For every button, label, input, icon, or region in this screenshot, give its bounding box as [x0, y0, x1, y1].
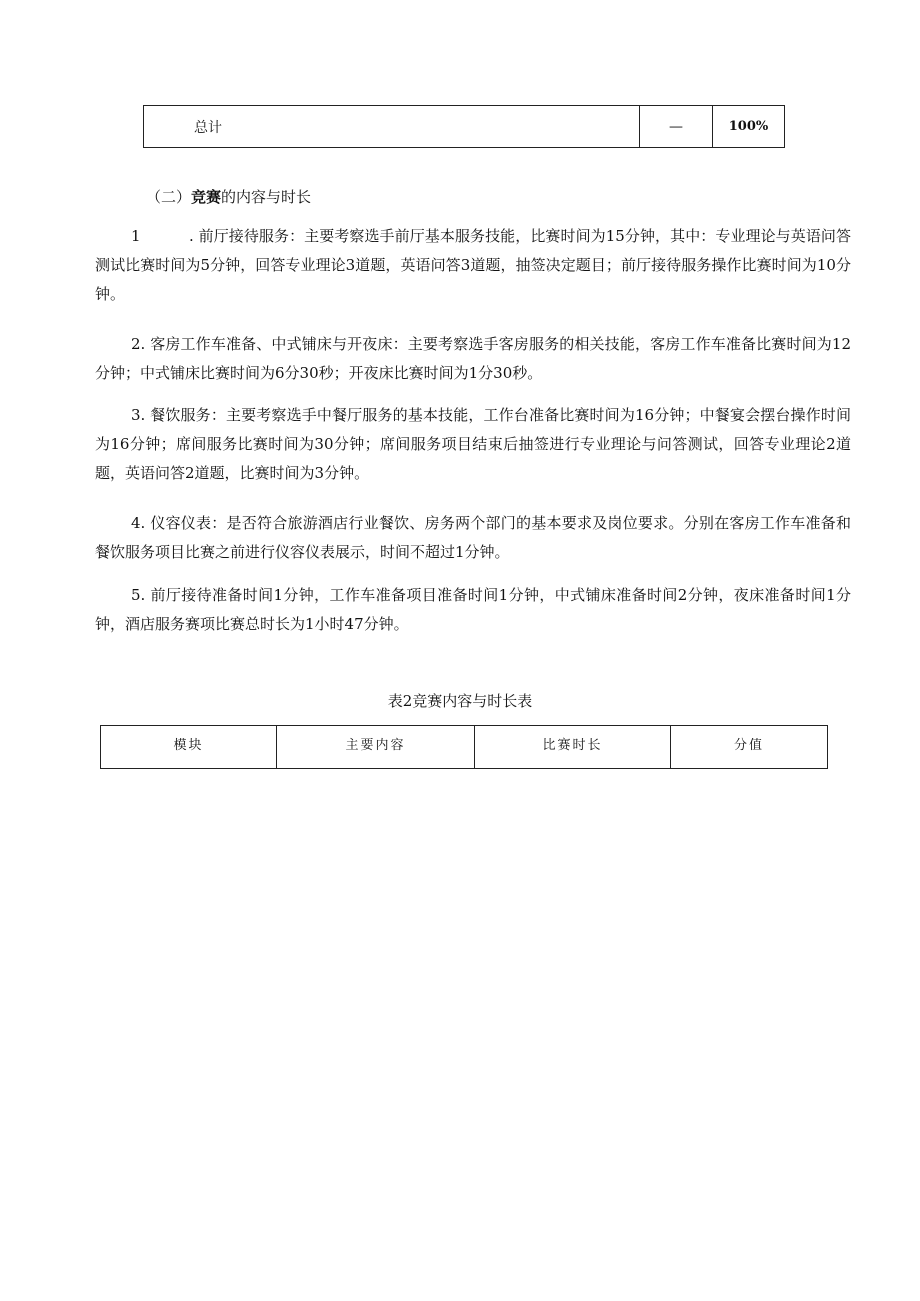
total-percent: 100%: [713, 106, 785, 148]
paragraph-1: [95, 222, 851, 309]
paragraph-text: 餐饮服务：主要考察选手中餐厅服务的基本技能，工作台准备比赛时间为16分钟；中餐宴会摆台操作时间为16分钟；席间服务比赛时间为30分钟；席间服务项目结束后抽签进行专业理论与问答测试，回答专业理论2道题，英语问答2道题，比赛时间为3分钟。: [95, 406, 851, 482]
paragraph-text: . 前厅接待服务：主要考察选手前厅基本服务技能，比赛时间为15分钟，其中：专业理论与英语问答测试比赛时间为5分钟，回答专业理论3道题，英语问答3道题，抽签决定题目；前厅接待服务操作比赛时间为10分钟。: [95, 227, 851, 303]
header-content: 主要内容: [277, 726, 475, 769]
total-table: [143, 105, 785, 148]
paragraph-3: [95, 401, 851, 488]
heading-rest: 的内容与时长: [221, 188, 312, 206]
paragraph-number: 3.: [131, 406, 146, 424]
paragraph-number: 1: [131, 227, 141, 245]
table-row: [144, 106, 785, 148]
heading-prefix: （二）: [146, 188, 192, 206]
paragraph-text: 客房工作车准备、中式铺床与开夜床：主要考察选手客房服务的相关技能，客房工作车准备比赛时间为12分钟；中式铺床比赛时间为6分30秒；开夜床比赛时间为1分30秒。: [95, 335, 851, 382]
table-caption: 表2竞赛内容与时长表: [387, 692, 533, 710]
total-label: 总计: [144, 106, 640, 148]
header-duration: 比赛时长: [475, 726, 671, 769]
paragraph-4: [95, 509, 851, 567]
total-dash: —: [640, 106, 713, 148]
header-score: 分值: [671, 726, 828, 769]
paragraph-number: 2.: [131, 335, 146, 353]
table-header-row: [101, 726, 828, 769]
section-heading: [146, 186, 311, 207]
paragraph-number: 5.: [131, 586, 146, 604]
paragraph-text: 仪容仪表：是否符合旅游酒店行业餐饮、房务两个部门的基本要求及岗位要求。分别在客房工作车准备和餐饮服务项目比赛之前进行仪容仪表展示，时间不超过1分钟。: [95, 514, 851, 561]
heading-bold: 竞赛: [191, 188, 222, 206]
paragraph-number: 4.: [131, 514, 146, 532]
paragraph-5: [95, 581, 851, 639]
paragraph-2: [95, 330, 851, 388]
paragraph-text: 前厅接待准备时间1分钟，工作车准备项目准备时间1分钟，中式铺床准备时间2分钟，夜床准备时间1分钟，酒店服务赛项比赛总时长为1小时47分钟。: [95, 586, 851, 633]
header-module: 模块: [101, 726, 277, 769]
competition-table: [100, 725, 828, 769]
